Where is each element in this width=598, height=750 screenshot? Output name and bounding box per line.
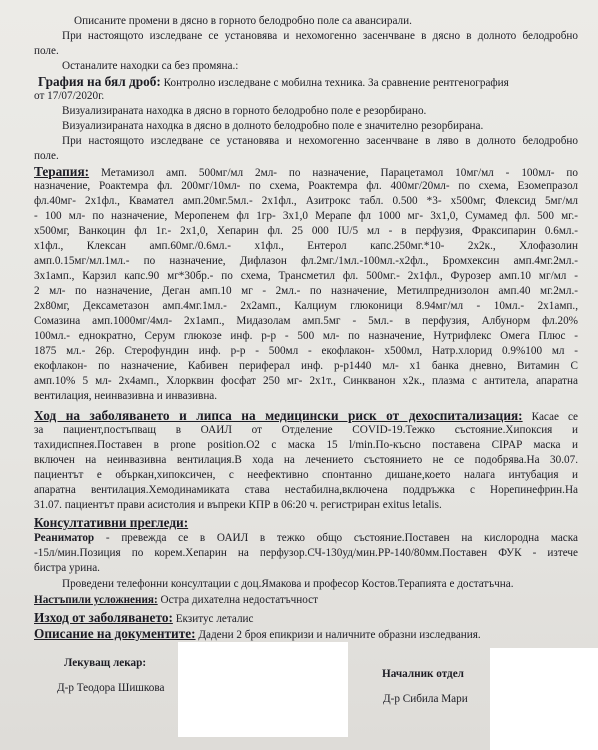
line-text: 2 мл- по назначение, Деган амп.10 мг - 2мл.- по назначение, Метилпреднизолон амп.40 мг.2мл.- (34, 285, 578, 297)
line-text: Сомазина амп.1000мг/4мл- 2х1амп., Мидазолам амп.5мг - 5мл.- в перфузия, Албунорм фл.20% (34, 315, 578, 327)
line-text: тахидиспнея.Поставен в prone position.O2 с маска 15 l/min.По-късно поставена CIPAP маска и (34, 439, 578, 451)
section-heading: Настъпили усложнения: (34, 594, 158, 606)
line-text: Касае се (531, 411, 578, 423)
text-line (62, 30, 578, 43)
line-text: пациентът е объркан,хипоксичен, с неефективно спонтанно дишане,което налага интубация и (34, 469, 578, 481)
line-text: амп.0.15мг/мл.1мл.- по назначение, Дифлазон фл.2мг./1мл.-100мл.-х2фл., Бромхексин амп.4мг.2мл.- (34, 255, 578, 267)
text-line (34, 594, 578, 607)
text-line (34, 516, 578, 531)
text-line (34, 499, 578, 512)
section-heading: Терапия: (34, 165, 90, 179)
text-line (34, 255, 578, 268)
text-line (34, 484, 578, 497)
line-text: Контролно изследване с мобилна техника. За сравнение рентгенография (163, 77, 509, 89)
head-of-department-label: Началник отдел (382, 668, 464, 680)
text-line (34, 45, 578, 58)
text-line (34, 180, 578, 193)
line-text: х1фл., Клексан амп.60мг./0.6мл.- х1фл., Ентерол капс.250мг.*10- 2х2к., Хлофазолин (34, 240, 578, 252)
text-line (34, 90, 578, 103)
line-text: Дадени 2 броя епикризи и наличните образни изследвания. (198, 629, 481, 641)
text-line (62, 120, 578, 133)
line-text: за пациент,постъпващ в ОАИЛ от Отделение COVID-19.Тежко състояние.Хипоксия и (34, 424, 578, 436)
line-text: поле. (34, 150, 59, 162)
text-line (34, 562, 578, 575)
text-line (62, 578, 578, 591)
section-heading: Консултативни прегледи: (34, 516, 189, 530)
line-text: назначение, Роактемра фл. 200мг/10мл- по схема, Роактемра фл. 400мг/20мл- по схема, Езомепразол (34, 180, 578, 192)
text-line (34, 300, 578, 313)
text-line (34, 611, 578, 626)
line-text: Метамизол амп. 500мг/мл 2мл- по назначение, Парацетамол 10мг/мл - 100мл- по (101, 167, 578, 179)
redacted-signature-left (178, 642, 348, 737)
line-text: поле. (34, 45, 59, 57)
line-text: 100мл.- еднократно, Серум глюкозе инф. р-р - 500 мл- по назначение, Нутрифлекс Омега Плюс - (34, 330, 578, 342)
section-heading: Реаниматор (34, 532, 95, 544)
text-line (74, 15, 578, 28)
line-text: Описаните промени в дясно в горното белодробно поле са авансирали. (74, 15, 412, 27)
line-text: от 17/07/2020г. (34, 90, 105, 102)
text-line (62, 105, 578, 118)
line-text: фл.40мг- 2х1фл., Квамател амп.20мг.5мл.- 2х1фл., Азитрокс табл. 0.500 *3- х500мг, Флексид 5мг/мл (34, 195, 578, 207)
text-line (34, 547, 578, 560)
text-line (34, 330, 578, 343)
line-text: При настоящото изследване се установява и нехомогенно засенчване в дясно в долното белодробно (62, 30, 578, 42)
line-text: амп.10% 5 мл- 2х4амп., Хлорквин фосфат 250 мг- 2х1т., Синкванон х2к., плазма с антитела, апаратна (34, 375, 578, 387)
line-text: х500мг, Ванкоцин фл 1г.- 2х1,0, Хепарин фл. 25 000 IU/5 мл - в перфузия, Фраксипарин 0.6мл.- (34, 225, 578, 237)
text-line (34, 270, 578, 283)
text-line (34, 315, 578, 328)
line-text: Останалите находки са без промяна.: (62, 60, 239, 72)
line-text: Визуализираната находка в дясно в горното белодробно поле е резорбирано. (62, 105, 427, 117)
line-text: бистра урина. (34, 562, 100, 574)
line-text: При настоящото изследване се установява и нехомогенно засенчване в ляво в долното белодробно (62, 135, 578, 147)
line-text: Екзитус леталис (175, 613, 254, 625)
line-text: -15л/мин.Позиция по корем.Хепарин на перфузор.СЧ-130уд/мин.РР-140/80мм.Поставен ФУК - изтече (34, 547, 578, 559)
line-text: включен на неинвазивна вентилация.В хода на лечението състоянието не се подобрява.На 30.07. (34, 454, 578, 466)
line-text: 3х1амп., Карзил капс.90 мг*30бр.- по схема, Трансметил фл. 500мг.- 2х1фл., Фурозер амп.10 мг/мл - (34, 270, 578, 282)
text-line (34, 454, 578, 467)
head-of-department-name: Д-р Сибила Мари (383, 693, 468, 705)
text-line (34, 150, 578, 163)
redacted-signature-right (490, 648, 598, 750)
text-line (34, 424, 578, 437)
text-line (34, 165, 578, 180)
attending-doctor-name: Д-р Теодора Шишкова (57, 682, 165, 694)
text-line (34, 390, 578, 403)
text-line (34, 439, 578, 452)
text-line (34, 285, 578, 298)
section-heading: Описание на документите: (34, 627, 196, 641)
text-line (38, 75, 578, 90)
text-line (62, 60, 578, 73)
section-heading: Изход от заболяването: (34, 611, 173, 625)
line-text: Проведени телефонни консултации с доц.Ямакова и професор Костов.Терапията е достатъчна. (62, 578, 514, 590)
line-text: - превежда се в ОАИЛ в тежко общо състояние.Поставен на кислородна маска (105, 532, 578, 544)
text-line (34, 409, 578, 424)
text-line (34, 469, 578, 482)
text-line (34, 375, 578, 388)
line-text: Визуализираната находка в дясно в долното белодробно поле е значително резорбирана. (62, 120, 484, 132)
line-text: Остра дихателна недостатъчност (160, 594, 318, 606)
text-line (34, 627, 578, 642)
text-line (34, 225, 578, 238)
line-text: 31.07. пациентът прави асистолия и въпреки КПР в 06:20 ч. регистриран exitus letalis. (34, 499, 442, 511)
text-line (34, 360, 578, 373)
section-heading: Графия на бял дроб: (38, 75, 161, 89)
text-line (34, 210, 578, 223)
line-text: апаратна вентилация.Хемодинамиката става нестабилна,включена поддръжка с Норепинефрин.На (34, 484, 578, 496)
line-text: - 100 мл- по назначение, Меропенем фл 1гр- 3х1,0 Мерапе фл 1000 мг- 3х1,0, Сумамед фл. 500 мг.- (34, 210, 578, 222)
section-heading: Ход на заболяването и липса на медицински риск от дехоспитализация: (34, 409, 523, 423)
text-line (62, 135, 578, 148)
text-line (34, 532, 578, 545)
line-text: 2х80мг, Дексаметазон амп.4мг.1мл.- 2х2амп., Калциум глюконици 8.94мг/мл - 10мл.- 2х1амп., (34, 300, 578, 312)
text-line (34, 345, 578, 358)
line-text: вентилация, неинвазивна и инвазивна. (34, 390, 218, 402)
line-text: екофлакон- по назначение, Кабивен периферал инф. р-р1440 мл- х1 банка дневно, Витамин С (34, 360, 578, 372)
line-text: 1875 мл.- 26р. Стерофундин инф. р-р - 500мл - екофлакон- х500мл, Натр.хлорид 0.9%100 мл - (34, 345, 578, 357)
attending-doctor-label: Лекуващ лекар: (64, 657, 147, 669)
text-line (34, 240, 578, 253)
text-line (34, 195, 578, 208)
